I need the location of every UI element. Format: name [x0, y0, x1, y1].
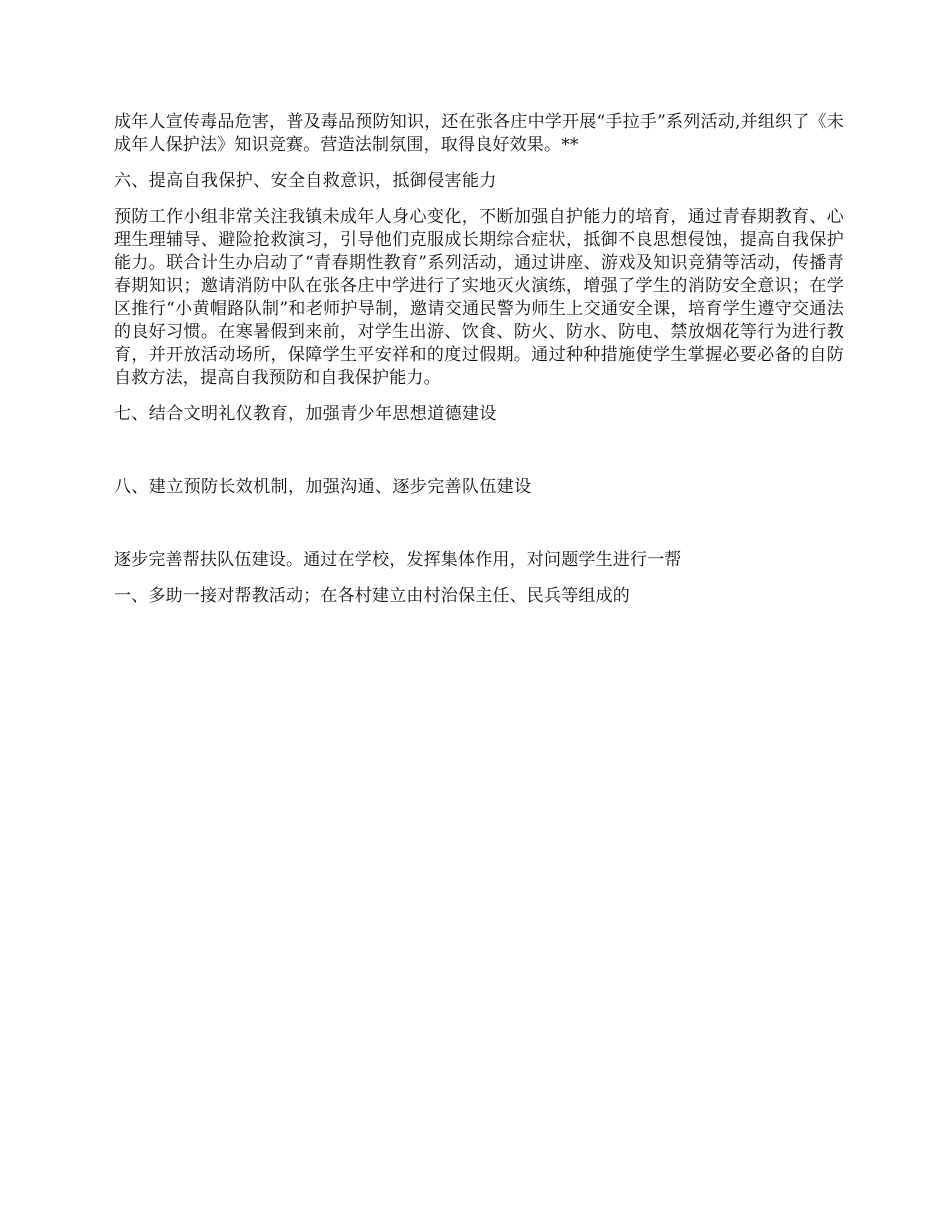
- paragraph-self-protection: 预防工作小组非常关注我镇未成年人身心变化，不断加强自护能力的培育，通过青春期教育、心理生理辅导、避险抢救演习，引导他们克服成长期综合症状，抵御不良思想侵蚀，提高自我保护能力。联合计生办启动了“青春期性教育”系列活动，通过讲座、游戏及知识竞猜等活动，传播青春期知识；邀请消防中队在张各庄中学进行了实地灭火演练，增强了学生的消防安全意识；在学区推行“小黄帽路队制”和老师护导制，邀请交通民警为师生上交通安全课，培育学生遵守交通法的良好习惯。在寒暑假到来前，对学生出游、饮食、防火、防水、防电、禁放烟花等行为进行教育，并开放活动场所，保障学生平安祥和的度过假期。通过种种措施使学生掌握必要必备的自防自救方法，提高自我预防和自我保护能力。: [114, 207, 844, 388]
- section-heading-6: 六、提高自我保护、安全自救意识，抵御侵害能力: [114, 171, 497, 191]
- paragraph-mentoring: 一、多助一接对帮教活动；在各村建立由村治保主任、民兵等组成的: [114, 586, 630, 606]
- section-heading-8: 八、建立预防长效机制，加强沟通、逐步完善队伍建设: [114, 477, 532, 497]
- paragraph-team-building: 逐步完善帮扶队伍建设。通过在学校，发挥集体作用，对问题学生进行一帮: [114, 550, 682, 570]
- document-body: [114, 111, 844, 608]
- section-heading-7: 七、结合文明礼仪教育，加强青少年思想道德建设: [114, 404, 497, 424]
- paragraph-drug-education: 成年人宣传毒品危害，普及毒品预防知识，还在张各庄中学开展“手拉手”系列活动,并组织了《未成年人保护法》知识竞赛。营造法制氛围，取得良好效果。**: [114, 112, 844, 155]
